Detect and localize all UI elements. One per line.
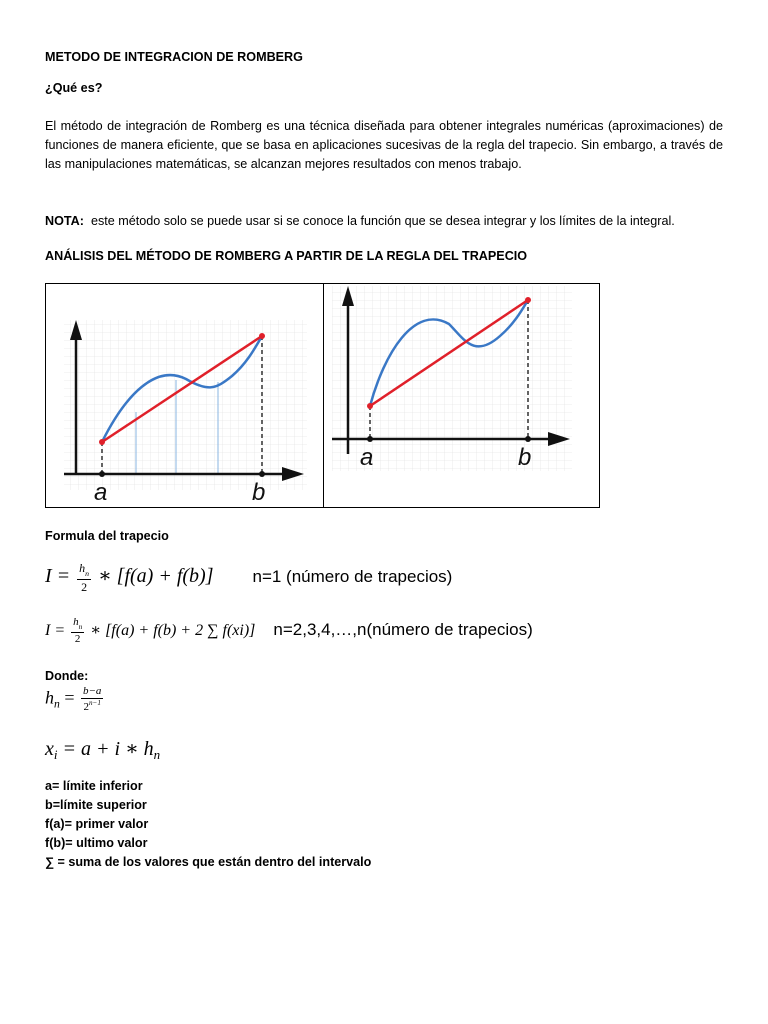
fraction-numerator: h xyxy=(73,616,79,628)
fraction-denominator: 2 xyxy=(81,579,88,594)
donde-label: Donde: xyxy=(45,669,89,683)
point-a xyxy=(99,471,105,477)
xi-lhs: x xyxy=(45,738,54,760)
xi-lhs-sub: i xyxy=(53,747,58,762)
label-a: a xyxy=(360,444,374,471)
intro-paragraph: El método de integración de Romberg es una técnica diseñada para obtener integrales numéricas (aproximaciones) de funciones de manera eficiente, que se basa en aplicaciones sucesivas de la regla del trapecio. Sin embargo, a través de las manipulaciones matemáticas, se alcanzan mejores resultados con menos trabajo. xyxy=(45,119,723,171)
hn-denominator-sup: n−1 xyxy=(88,699,101,707)
label-b: b xyxy=(252,479,266,506)
point-fb xyxy=(525,297,531,303)
xi-rhs: = a + i ∗ h xyxy=(62,738,154,760)
fraction-numerator-sub: n xyxy=(78,623,83,631)
definition-item: a= límite inferior xyxy=(45,779,143,793)
point-fa xyxy=(99,439,105,445)
note-label: NOTA: xyxy=(45,214,84,228)
definition-item: ∑ = suma de los valores que están dentro del intervalo xyxy=(45,855,372,869)
trapezoid-diagram-single xyxy=(324,284,599,507)
hn-denominator: 2 xyxy=(83,701,89,713)
grid-background xyxy=(64,320,307,490)
point-b xyxy=(259,471,265,477)
note-text: este método solo se puede usar si se conoce la función que se desea integrar y los límites de la integral. xyxy=(90,214,675,228)
trapezoid-formula-composite xyxy=(45,617,533,645)
xi-rhs-sub: n xyxy=(153,747,161,762)
analysis-heading: ANÁLISIS DEL MÉTODO DE ROMBERG A PARTIR DE LA REGLA DEL TRAPECIO xyxy=(45,249,528,263)
trapezoid-diagram-multi xyxy=(46,284,323,507)
hn-formula xyxy=(45,686,105,713)
label-a: a xyxy=(94,479,108,506)
point-fb xyxy=(259,333,265,339)
trapezoid-figure xyxy=(45,283,600,508)
definitions-list xyxy=(45,777,371,872)
hn-lhs: h xyxy=(45,687,54,708)
formula-lhs: I = xyxy=(45,564,71,587)
question-heading: ¿Qué es? xyxy=(45,81,103,95)
fraction-numerator: h xyxy=(79,561,86,575)
formula-note: n=2,3,4,…,n(número de trapecios) xyxy=(273,619,533,639)
fraction-numerator-sub: n xyxy=(85,569,90,578)
hn-lhs-sub: n xyxy=(54,697,60,711)
label-b: b xyxy=(518,444,532,471)
definition-item: f(a)= primer valor xyxy=(45,817,149,831)
note-paragraph xyxy=(45,212,723,231)
hn-eq: = xyxy=(64,687,75,708)
document-title: METODO DE INTEGRACION DE ROMBERG xyxy=(45,50,303,64)
formula-rhs: ∗ [f(a) + f(b) + 2 ∑ f(xi)] xyxy=(90,621,256,639)
formula-heading: Formula del trapecio xyxy=(45,529,169,543)
formula-fraction xyxy=(77,562,91,593)
hn-numerator: b−a xyxy=(83,685,102,697)
fraction-denominator: 2 xyxy=(74,633,81,646)
point-b xyxy=(525,436,531,442)
formula-lhs: I = xyxy=(45,621,66,639)
formula-rhs: ∗ [f(a) + f(b)] xyxy=(98,564,214,587)
definition-item: b=límite superior xyxy=(45,798,147,812)
formula-note: n=1 (número de trapecios) xyxy=(252,566,453,586)
formula-fraction xyxy=(71,617,84,645)
point-a xyxy=(367,436,373,442)
xi-formula xyxy=(45,736,160,763)
hn-fraction xyxy=(81,686,103,713)
point-fa xyxy=(367,403,373,409)
definition-item: f(b)= ultimo valor xyxy=(45,836,148,850)
trapezoid-formula-single xyxy=(45,562,452,593)
